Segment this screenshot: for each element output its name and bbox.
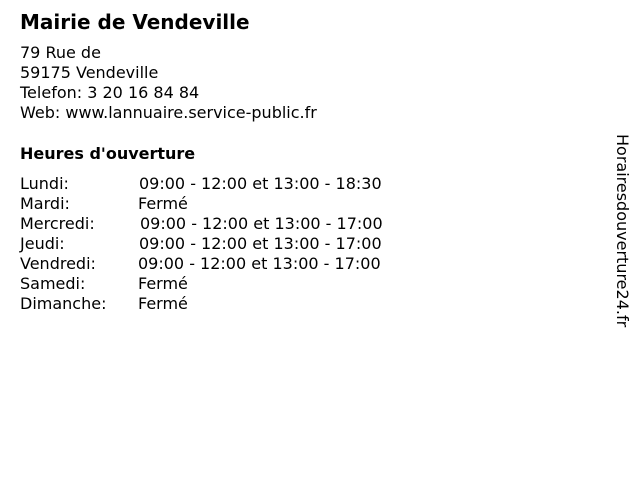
day-label: Dimanche: xyxy=(20,294,107,313)
time-value: 09:00 - 12:00 et 13:00 - 17:00 xyxy=(140,214,383,233)
time-value: Fermé xyxy=(138,274,188,293)
address-phone: Telefon: 3 20 16 84 84 xyxy=(20,83,200,102)
time-value: Fermé xyxy=(138,294,188,313)
opening-hours-heading: Heures d'ouverture xyxy=(20,144,196,163)
time-value: 09:00 - 12:00 et 13:00 - 17:00 xyxy=(138,254,381,273)
day-label: Samedi: xyxy=(20,274,86,293)
address-block xyxy=(20,43,317,123)
address-city: 59175 Vendeville xyxy=(20,63,159,82)
day-label: Vendredi: xyxy=(20,254,96,273)
address-web: Web: www.lannuaire.service-public.fr xyxy=(20,103,317,122)
day-label: Mardi: xyxy=(20,194,70,213)
day-label: Lundi: xyxy=(20,174,69,193)
time-value: 09:00 - 12:00 et 13:00 - 18:30 xyxy=(139,174,382,193)
time-value: 09:00 - 12:00 et 13:00 - 17:00 xyxy=(139,234,382,253)
site-brand-watermark: Horairesdouverture24.fr xyxy=(613,134,632,328)
day-label: Mercredi: xyxy=(20,214,95,233)
address-street: 79 Rue de xyxy=(20,43,101,62)
page-title: Mairie de Vendeville xyxy=(20,10,250,34)
day-label: Jeudi: xyxy=(20,234,65,253)
time-value: Fermé xyxy=(138,194,188,213)
